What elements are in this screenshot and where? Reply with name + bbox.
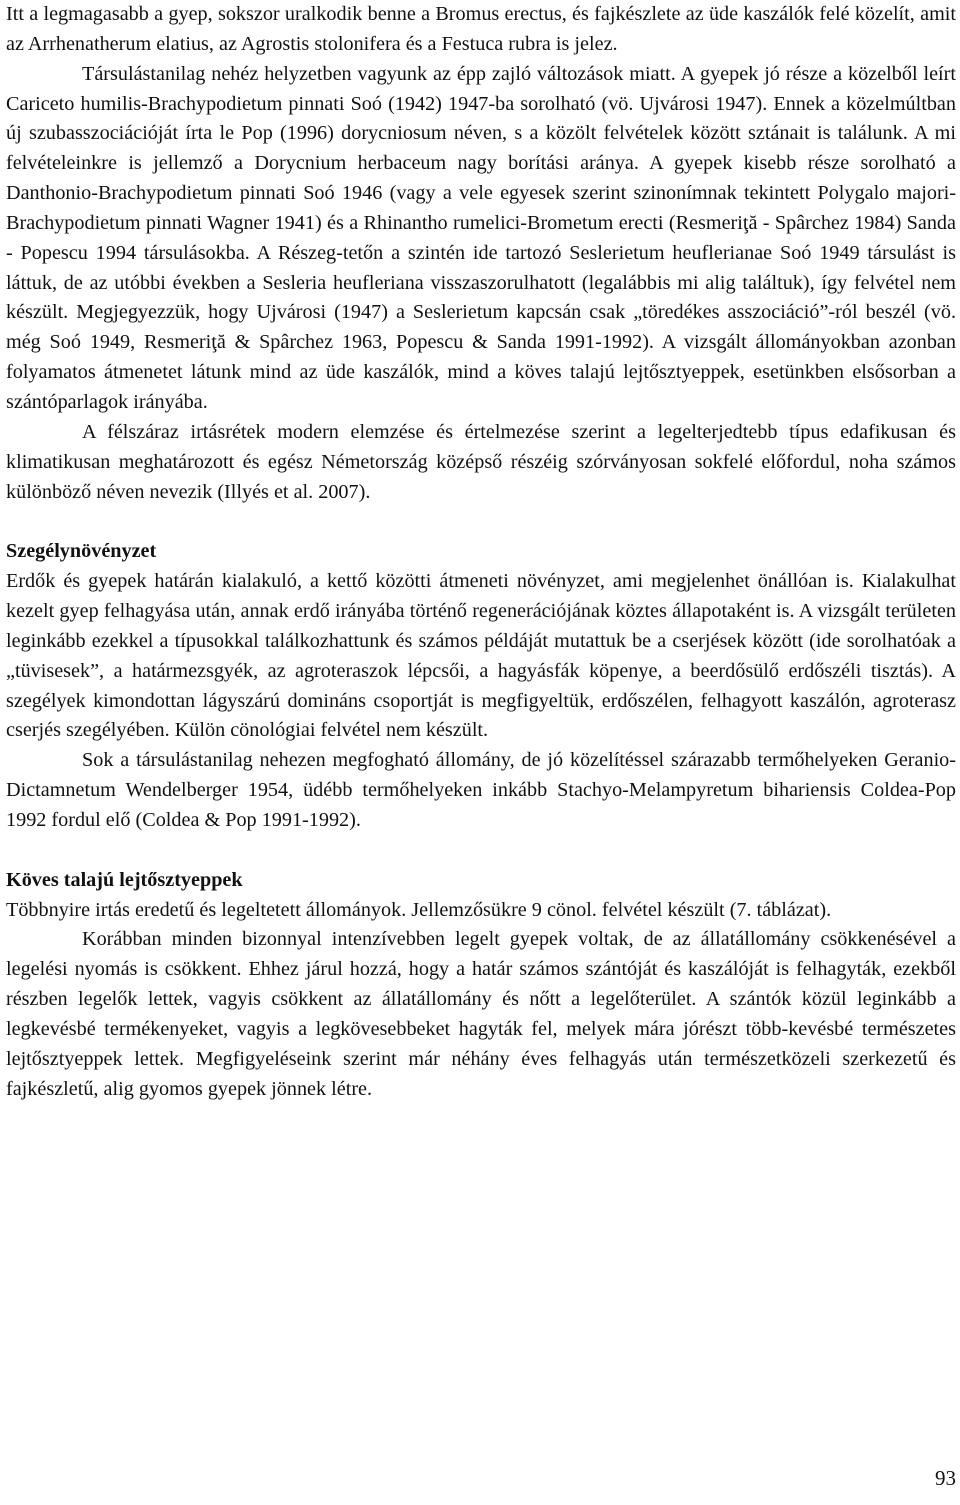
paragraph-2: Társulástanilag nehéz helyzetben vagyunk az épp zajló változások miatt. A gyepek jó része a közelből leírt Cariceto humilis-Brachypodietum pinnati Soó (1942) 1947-ba sorolható (vö. Ujvárosi 1947). Ennek a közelmúltban új szubasszociációját írta le Pop (1996) dorycniosum néven, s a közölt felvételek között sztánait is találunk. A mi felvételeinkre is jellemző a Dorycnium herbaceum nagy borítási aránya. A gyepek kisebb része sorolható a Danthonio-Brachypodietum pinnati Soó 1946 (vagy a vele egyesek szerint szinonímnak tekintett Polygalo majori-Brachypodietum pinnati Wagner 1941) és a Rhinantho rumelici-Brometum erecti (Resmeriţă - Spârchez 1984) Sanda - Popescu 1994 társulásokba. A Részeg-tetőn a szintén ide tartozó Seslerietum heuflerianae Soó 1949 társulást is láttuk, de az utóbbi években a Sesleria heufleriana visszaszorulhatott (legalábbis mi alig találtuk), így felvétel nem készült. Megjegyezzük, hogy Ujvárosi (1947) a Seslerietum kapcsán csak „töredékes asszociáció”-ról beszél (vö. még Soó 1949, Resmeriţă & Spârchez 1963, Popescu & Sanda 1991-1992). A vizsgált állományokban azonban folyamatos átmenetet látunk mind az üde kaszálók, mind a köves talajú lejtősztyeppek, esetünkben elsősorban a szántóparlagok irányába. xyxy=(6,62,956,413)
page-number: 93 xyxy=(935,1466,956,1490)
document-page xyxy=(6,0,956,1105)
paragraph-7: Korábban minden bizonnyal intenzívebben legelt gyepek voltak, de az állatállomány csökkenésével a legelési nyomás is csökkent. Ehhez járul hozzá, hogy a határ számos szántóját és kaszálóját is felhagyták, ezekből részben legelők lettek, vagyis csökkent az állatállomány és nőtt a legelőterület. A szántók közül leginkább a legkevésbé termékenyeket, vagyis a legkövesebbeket hagyták fel, melyek mára jórészt több-kevésbé természetes lejtősztyeppek lettek. Megfigyeléseink szerint már néhány éves felhagyás után természetközeli szerkezetű és fajkészletű, alig gyomos gyepek jönnek létre. xyxy=(6,928,956,1100)
paragraph-5: Sok a társulástanilag nehezen megfogható állomány, de jó közelítéssel szárazabb termőhelyeken Geranio-Dictamnetum Wendelberger 1954, üdébb termőhelyeken inkább Stachyo-Melampyretum bihariensis Coldea-Pop 1992 fordul elő (Coldea & Pop 1991-1992). xyxy=(6,749,956,831)
paragraph-3: A félszáraz irtásrétek modern elemzése és értelmezése szerint a legelterjedtebb típus edafikusan és klimatikusan meghatározott és egész Németország középső részéig szórványosan sokfelé előfordul, noha számos különböző néven nevezik (Illyés et al. 2007). xyxy=(6,420,956,503)
section-gap xyxy=(6,836,956,866)
section-heading-koves-talaju: Köves talajú lejtősztyeppek xyxy=(6,868,243,891)
section-heading-szegelynovenyzet: Szegélynövényzet xyxy=(6,540,157,563)
paragraph-6: Többnyire irtás eredetű és legeltetett állományok. Jellemzősükre 9 cönol. felvétel készült (7. táblázat). xyxy=(6,898,832,921)
paragraph-1: Itt a legmagasabb a gyep, sokszor uralkodik benne a Bromus erectus, és fajkészlete az üde kaszálók felé közelít, amit az Arrhenatherum elatius, az Agrostis stolonifera és a Festuca rubra is jelez. xyxy=(6,3,956,55)
paragraph-4: Erdők és gyepek határán kialakuló, a kettő közötti átmeneti növényzet, ami megjelenhet önállóan is. Kialakulhat kezelt gyep felhagyása után, annak erdő irányába történő regenerációjának köztes állapotaként is. A vizsgált területen leginkább ezekkel a típusokkal találkozhattunk és számos példáját mutattuk be a cserjések között (ide sorolhatóak a „tüvisesek”, a határmezsgyék, az agroteraszok lépcsői, a hagyásfák köpenye, a beerdősülő erdőszéli tisztás). A szegélyek kimondottan lágyszárú domináns csoportját is megfigyeltük, erdőszélen, felhagyott kaszálón, agroterasz cserjés szegélyében. Külön cönológiai felvétel nem készült. xyxy=(6,570,956,742)
section-gap xyxy=(6,507,956,537)
